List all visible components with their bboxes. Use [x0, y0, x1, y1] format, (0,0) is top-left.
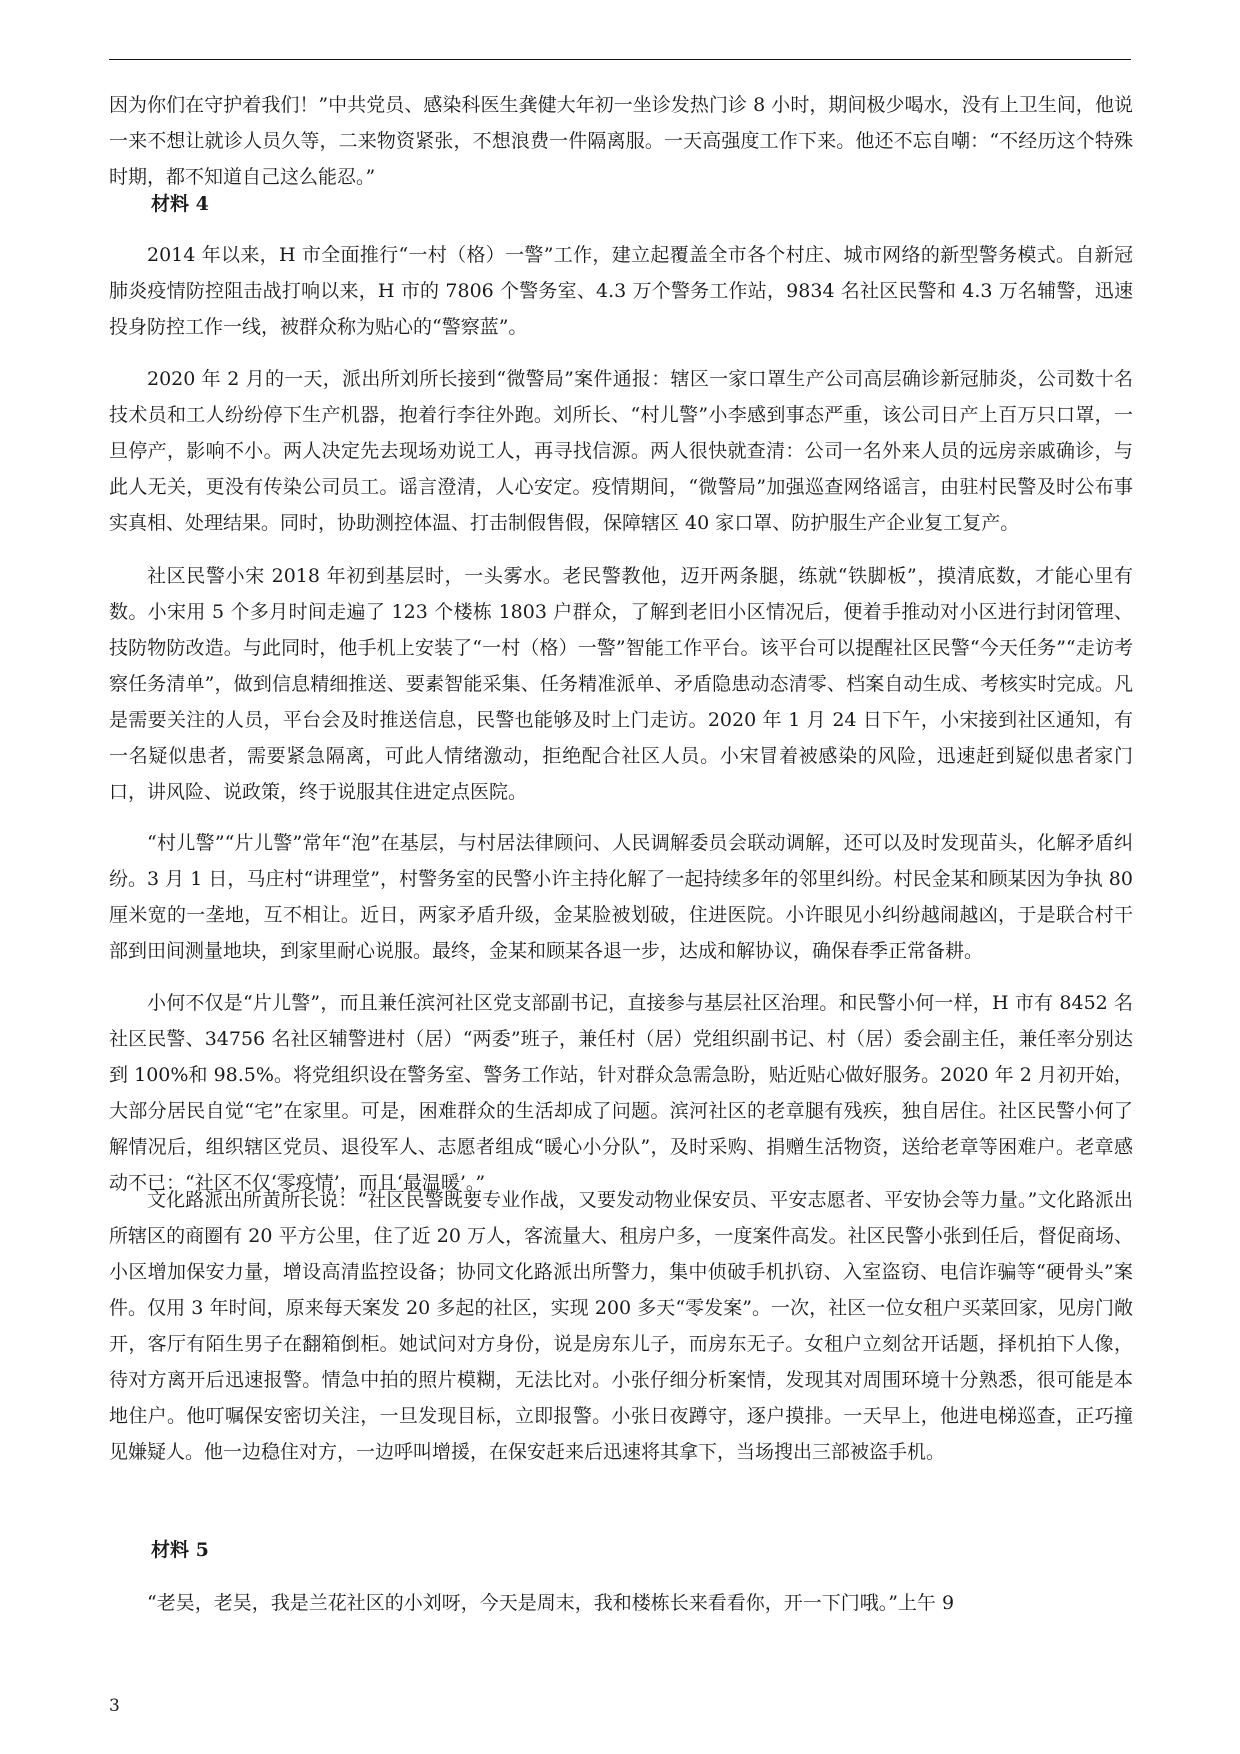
paragraph-intro: 因为你们在守护着我们！”中共党员、感染科医生龚健大年初一坐诊发热门诊 8 小时，期间极少喝水，没有上卫生间，他说一来不想让就诊人员久等，二来物资紧张，不想浪费一件隔离服。一天高强度工作下来。他还不忘自嘲：“不经历这个特殊时期，都不知道自己这么能忍。” [109, 94, 1133, 188]
paragraph-3: 社区民警小宋 2018 年初到基层时，一头雾水。老民警教他，迈开两条腿，练就“铁脚板”，摸清底数，才能心里有数。小宋用 5 个多月时间走遍了 123 个楼栋 1803 户群众，了解到老旧小区情况后，便着手推动对小区进行封闭管理、技防物防改造。与此同时，他手机上安装了“一村（格）一警”智能工作平台。该平台可以提醒社区民警“今天任务”“走访考察任务清单”，做到信息精细推送、要素智能采集、任务精准派单、矛盾隐患动态清零、档案自动生成、考核实时完成。凡是需要关注的人员，平台会及时推送信息，民警也能够及时上门走访。2020 年 1 月 24 日下午，小宋接到社区通知，有一名疑似患者，需要紧急隔离，可此人情绪激动，拒绝配合社区人员。小宋冒着被感染的风险，迅速赶到疑似患者家门口，讲风险、说政策，终于说服其住进定点医院。 [109, 565, 1133, 803]
section-heading-4: 材料 4 [151, 193, 209, 215]
paragraph-4: “村儿警”“片儿警”常年“泡”在基层，与村居法律顾问、人民调解委员会联动调解，还可以及时发现苗头，化解矛盾纠纷。3 月 1 日，马庄村“讲理堂”，村警务室的民警小许主持化解了一起持续多年的邻里纠纷。村民金某和顾某因为争执 80 厘米宽的一垄地，互不相让。近日，两家矛盾升级，金某脸被划破，住进医院。小许眼见小纠纷越闹越凶，于是联合村干部到田间测量地块，到家里耐心说服。最终，金某和顾某各退一步，达成和解协议，确保春季正常备耕。 [109, 832, 1133, 962]
paragraph-6: 文化路派出所黄所长说：“社区民警既要专业作战，又要发动物业保安员、平安志愿者、平安协会等力量。”文化路派出所辖区的商圈有 20 平方公里，住了近 20 万人，客流量大、租房户多，一度案件高发。社区民警小张到任后，督促商场、小区增加保安力量，增设高清监控设备；协同文化路派出所警力，集中侦破手机扒窃、入室盗窃、电信诈骗等“硬骨头”案件。仅用 3 年时间，原来每天案发 20 多起的社区，实现 200 多天“零发案”。一次，社区一位女租户买菜回家，见房门敞开，客厅有陌生男子在翻箱倒柜。她试问对方身份，说是房东儿子，而房东无子。女租户立刻岔开话题，择机拍下人像，待对方离开后迅速报警。情急中拍的照片模糊，无法比对。小张仔细分析案情，发现其对周围环境十分熟悉，很可能是本地住户。他叮嘱保安密切关注，一旦发现目标，立即报警。小张日夜蹲守，逐户摸排。一天早上，他进电梯巡查，正巧撞见嫌疑人。他一边稳住对方，一边呼叫增援，在保安赶来后迅速将其拿下，当场搜出三部被盗手机。 [109, 1189, 1133, 1463]
paragraph-7: “老吴，老吴，我是兰花社区的小刘呀，今天是周末，我和楼栋长来看看你，开一下门哦。”上午 9 [147, 1592, 955, 1614]
paragraph-2: 2020 年 2 月的一天，派出所刘所长接到“微警局”案件通报：辖区一家口罩生产公司高层确诊新冠肺炎，公司数十名技术员和工人纷纷停下生产机器，抱着行李往外跑。刘所长、“村儿警”小李感到事态严重，该公司日产上百万只口罩，一旦停产，影响不小。两人决定先去现场劝说工人，再寻找信源。两人很快就查清：公司一名外来人员的远房亲戚确诊，与此人无关，更没有传染公司员工。谣言澄清，人心安定。疫情期间，“微警局”加强巡查网络谣言，由驻村民警及时公布事实真相、处理结果。同时，协助测控体温、打击制假售假，保障辖区 40 家口罩、防护服生产企业复工复产。 [109, 368, 1133, 534]
paragraph-5: 小何不仅是“片儿警”，而且兼任滨河社区党支部副书记，直接参与基层社区治理。和民警小何一样，H 市有 8452 名社区民警、34756 名社区辅警进村（居）“两委”班子，兼任村（居）党组织副书记、村（居）委会副主任，兼任率分别达到 100%和 98.5%。将党组织设在警务室、警务工作站，针对群众急需急盼，贴近贴心做好服务。2020 年 2 月初开始，大部分居民自觉“宅”在家里。可是，困难群众的生活却成了问题。滨河社区的老章腿有残疾，独自居住。社区民警小何了解情况后，组织辖区党员、退役军人、志愿者组成“暖心小分队”，及时采购、捐赠生活物资，送给老章等困难户。老章感动不已：“社区不仅‘零疫情’，而且‘最温暖’。” [109, 992, 1133, 1194]
paragraph-1: 2014 年以来，H 市全面推行“一村（格）一警”工作，建立起覆盖全市各个村庄、城市网络的新型警务模式。自新冠肺炎疫情防控阻击战打响以来，H 市的 7806 个警务室、4.3 万个警务工作站，9834 名社区民警和 4.3 万名辅警，迅速投身防控工作一线，被群众称为贴心的“警察蓝”。 [109, 244, 1133, 338]
section-heading-5: 材料 5 [151, 1539, 209, 1561]
header-rule [109, 59, 1131, 60]
page-number: 3 [109, 1696, 120, 1716]
